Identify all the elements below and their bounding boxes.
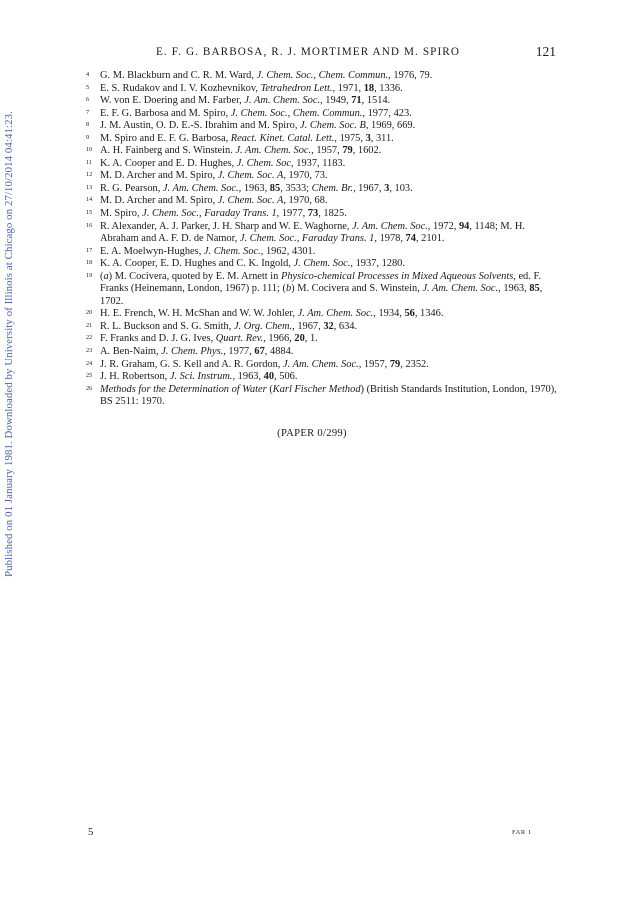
reference-number: 17: [86, 246, 93, 254]
reference-plain-text: A. Ben-Naim,: [100, 346, 162, 358]
reference-item: [86, 271, 560, 309]
reference-plain-text: , 2101.: [415, 233, 445, 245]
reference-plain-text: M. Spiro,: [100, 208, 143, 220]
reference-text: [100, 120, 415, 131]
reference-plain-text: , 1971,: [332, 82, 364, 94]
reference-plain-text: J. H. Robertson,: [100, 371, 170, 383]
reference-plain-text: , 1963,: [498, 283, 530, 295]
reference-text: [100, 384, 557, 408]
reference-text: [100, 271, 542, 307]
reference-item: [86, 359, 560, 372]
reference-plain-text: R. G. Pearson,: [100, 182, 163, 194]
reference-italic-text: J. Am. Chem. Soc.: [282, 358, 359, 370]
reference-plain-text: , 1970, 73.: [283, 170, 328, 182]
reference-plain-text: , 1976, 79.: [388, 70, 433, 81]
reference-italic-text: J. Chem. Soc.: [203, 245, 261, 257]
reference-plain-text: ) M. Cocivera, quoted by E. M. Arnett in: [108, 270, 281, 282]
reference-volume: 3: [365, 132, 371, 144]
reference-number: 19: [86, 271, 93, 279]
reference-plain-text: ) M. Cocivera and S. Winstein,: [291, 283, 423, 295]
footer-journal-code: FAR 1: [512, 829, 532, 836]
reference-item: [86, 333, 560, 346]
reference-italic-text: J. Chem. Soc.: [293, 258, 351, 270]
reference-number: 14: [86, 196, 93, 204]
reference-text: [100, 95, 390, 106]
reference-number: 4: [86, 71, 90, 78]
reference-plain-text: , 1346.: [414, 308, 444, 320]
paper-id: (PAPER 0/299): [277, 428, 347, 439]
reference-plain-text: G. M. Blackburn and C. R. M. Ward,: [100, 70, 257, 81]
reference-number: 26: [86, 384, 93, 392]
reference-item: [86, 70, 560, 83]
reference-number: 23: [86, 347, 93, 355]
reference-number: 12: [86, 171, 93, 179]
reference-item: [86, 183, 560, 196]
reference-text: [100, 170, 328, 181]
reference-plain-text: W. von E. Doering and M. Farber,: [100, 95, 245, 107]
reference-plain-text: , 1970, 68.: [283, 195, 328, 207]
reference-plain-text: M. D. Archer and M. Spiro,: [100, 170, 218, 182]
reference-volume: 79: [342, 145, 353, 157]
reference-plain-text: , 3533;: [280, 182, 312, 194]
reference-item: [86, 108, 560, 121]
reference-text: [100, 321, 357, 332]
reference-volume: 79: [389, 358, 401, 370]
reference-number: 25: [86, 372, 93, 380]
reference-italic-text: J. Chem. Soc. A: [217, 195, 284, 207]
reference-item: [86, 308, 560, 321]
reference-number: 13: [86, 183, 93, 191]
reference-text: [100, 333, 318, 344]
reference-item: [86, 208, 560, 221]
reference-text: [100, 208, 347, 219]
reference-plain-text: , 1972,: [427, 220, 459, 232]
reference-plain-text: M. Spiro and E. F. G. Barbosa,: [100, 132, 231, 144]
reference-italic-text: J. Chem. Soc: [236, 157, 292, 169]
reference-volume: 32: [323, 320, 334, 332]
reference-text: [100, 359, 429, 370]
reference-item: [86, 321, 560, 334]
reference-plain-text: , 1967,: [352, 182, 385, 194]
reference-number: 8: [86, 121, 90, 129]
reference-plain-text: , 1148; M. H. Abraham and A. F. D. de Namor,: [100, 220, 525, 245]
reference-italic-text: J. Am. Chem. Soc.: [352, 220, 428, 232]
reference-italic-text: J. Chem. Soc. B: [300, 120, 366, 132]
reference-plain-text: , 1.: [304, 333, 318, 345]
reference-plain-text: , 1937, 1280.: [350, 258, 405, 270]
reference-italic-text: b: [285, 283, 292, 295]
reference-italic-text: J. Chem. Phys.: [161, 346, 224, 358]
reference-italic-text: J. Chem. Soc., Chem. Commun.: [230, 107, 363, 119]
reference-plain-text: , 1975,: [334, 132, 366, 144]
reference-italic-text: Chem. Br.: [311, 182, 353, 194]
reference-italic-text: Karl Fischer Method: [272, 383, 361, 395]
reference-plain-text: , 1963,: [238, 182, 270, 194]
reference-volume: 3: [384, 182, 390, 194]
reference-italic-text: Physico-chemical Processes in Mixed Aqueous Solvents: [280, 270, 514, 282]
running-head-authors: E. F. G. BARBOSA, R. J. MORTIMER AND M. SPIRO: [156, 46, 461, 58]
reference-item: [86, 384, 560, 409]
reference-italic-text: J. Am. Chem. Soc.: [162, 182, 239, 194]
reference-volume: 18: [363, 82, 375, 94]
reference-volume: 85: [529, 283, 540, 295]
reference-text: [100, 346, 293, 357]
reference-italic-text: J. Am. Chem. Soc.: [244, 95, 321, 107]
reference-text: [100, 221, 525, 245]
reference-volume: 85: [269, 182, 281, 194]
reference-italic-text: J. Chem. Soc., Faraday Trans. 1: [142, 208, 277, 220]
reference-plain-text: , ed. F. Franks (Heinemann, London, 1967) p. 111; (: [100, 270, 541, 295]
reference-item: [86, 145, 560, 158]
reference-italic-text: J. Am. Chem. Soc.: [297, 308, 374, 320]
reference-plain-text: R. L. Buckson and S. G. Smith,: [100, 320, 234, 332]
reference-item: [86, 170, 560, 183]
reference-text: [100, 308, 443, 319]
reference-italic-text: J. Org. Chem.: [233, 320, 293, 332]
reference-item: [86, 95, 560, 108]
reference-plain-text: H. E. French, W. H. McShan and W. W. Johler,: [100, 308, 298, 320]
reference-volume: 73: [307, 208, 319, 220]
reference-italic-text: J. Chem. Soc., Chem. Commun.: [256, 70, 389, 81]
reference-item: [86, 195, 560, 208]
reference-plain-text: , 506.: [274, 371, 298, 383]
reference-plain-text: , 2352.: [400, 358, 429, 370]
reference-plain-text: , 103.: [389, 182, 413, 194]
reference-item: [86, 346, 560, 359]
reference-plain-text: K. A. Cooper and E. D. Hughes,: [100, 157, 237, 169]
reference-plain-text: , 1967,: [292, 320, 324, 332]
reference-volume: 56: [404, 308, 415, 320]
reference-italic-text: J. Am. Chem. Soc.: [422, 283, 499, 295]
reference-plain-text: (: [266, 383, 273, 395]
reference-item: [86, 83, 560, 96]
reference-italic-text: J. Am. Chem. Soc.: [235, 145, 312, 157]
reference-italic-text: J. Sci. Instrum.: [169, 371, 233, 383]
reference-plain-text: , 1957,: [358, 358, 390, 370]
reference-plain-text: , 1336.: [374, 82, 403, 94]
reference-plain-text: E. S. Rudakov and I. V. Kozhevnikov,: [100, 82, 261, 94]
reference-plain-text: , 1702.: [100, 283, 543, 307]
reference-plain-text: K. A. Cooper, E. D. Hughes and C. K. Ingold,: [100, 258, 294, 270]
reference-italic-text: J. Chem. Soc., Faraday Trans. 1: [239, 233, 375, 245]
reference-number: 16: [86, 221, 93, 229]
reference-item: [86, 133, 560, 146]
reference-italic-text: J. Chem. Soc. A: [217, 170, 284, 182]
reference-plain-text: , 1962, 4301.: [260, 245, 316, 257]
reference-list: [86, 70, 560, 409]
reference-volume: 40: [263, 371, 275, 383]
reference-item: [86, 120, 560, 133]
reference-plain-text: , 311.: [370, 132, 394, 144]
reference-plain-text: , 1514.: [361, 95, 391, 107]
running-header: [88, 46, 556, 62]
reference-plain-text: , 1937, 1183.: [291, 157, 346, 169]
reference-plain-text: , 1966,: [263, 333, 295, 345]
reference-text: [100, 83, 403, 94]
reference-volume: 94: [458, 220, 470, 232]
reference-plain-text: , 1969, 669.: [365, 120, 416, 132]
footer-signature-number: 5: [88, 827, 94, 838]
reference-plain-text: A. H. Fainberg and S. Winstein.: [100, 145, 236, 157]
reference-italic-text: Tetrahedron Lett.: [260, 82, 333, 94]
reference-italic-text: Methods for the Determination of Water: [100, 383, 267, 395]
reference-number: 22: [86, 334, 93, 342]
reference-plain-text: E. F. G. Barbosa and M. Spiro,: [100, 107, 231, 119]
reference-plain-text: E. A. Moelwyn-Hughes,: [100, 245, 204, 257]
reference-italic-text: Quart. Rev.: [215, 333, 264, 345]
reference-volume: 67: [254, 346, 265, 358]
reference-plain-text: F. Franks and D. J. G. Ives,: [100, 333, 216, 345]
reference-italic-text: a: [103, 270, 109, 282]
reference-plain-text: R. Alexander, A. J. Parker, J. H. Sharp and W. E. Waghorne,: [100, 220, 353, 232]
reference-plain-text: , 1977,: [276, 208, 308, 220]
reference-number: 15: [86, 209, 93, 217]
download-watermark[interactable]: Published on 01 January 1981. Downloaded by University of Illinois at Chicago on 27/10/2014 04:41:23.: [3, 111, 15, 577]
reference-item: [86, 258, 560, 271]
reference-item: [86, 371, 560, 384]
reference-number: 9: [86, 133, 90, 141]
reference-volume: 71: [351, 95, 362, 107]
reference-number: 18: [86, 259, 93, 267]
reference-plain-text: , 1977, 423.: [362, 107, 412, 119]
reference-plain-text: , 634.: [333, 320, 358, 332]
reference-text: [100, 133, 394, 144]
reference-item: [86, 221, 560, 246]
reference-plain-text: , 1949,: [320, 95, 352, 107]
reference-plain-text: , 4884.: [264, 346, 294, 358]
reference-number: 10: [86, 146, 93, 154]
reference-plain-text: M. D. Archer and M. Spiro,: [100, 195, 218, 207]
reference-text: [100, 70, 432, 81]
reference-text: [100, 108, 412, 119]
reference-plain-text: , 1602.: [352, 145, 382, 157]
reference-plain-text: , 1957,: [311, 145, 343, 157]
reference-volume: 74: [405, 233, 416, 245]
reference-text: [100, 183, 413, 194]
reference-plain-text: , 1978,: [374, 233, 406, 245]
reference-number: 5: [86, 83, 90, 91]
reference-plain-text: , 1977,: [223, 346, 255, 358]
reference-text: [100, 371, 297, 382]
reference-text: [100, 246, 315, 257]
reference-italic-text: React. Kinet. Catal. Lett.: [230, 132, 335, 144]
reference-number: 11: [86, 158, 92, 166]
reference-number: 6: [86, 96, 90, 104]
reference-plain-text: , 1963,: [232, 371, 264, 383]
reference-text: [100, 145, 381, 156]
reference-plain-text: ) (British Standards Institution, London, 1970), BS 2511: 1970.: [100, 383, 557, 408]
reference-plain-text: J. R. Graham, G. S. Kell and A. R. Gordon,: [100, 358, 283, 370]
reference-number: 7: [86, 108, 90, 116]
reference-plain-text: , 1825.: [318, 208, 347, 220]
reference-text: [100, 195, 328, 206]
reference-text: [100, 158, 345, 169]
reference-plain-text: (: [100, 270, 104, 282]
reference-number: 24: [86, 359, 93, 367]
page-number: 121: [535, 44, 556, 59]
reference-number: 21: [86, 321, 93, 329]
reference-plain-text: J. M. Austin, O. D. E.-S. Ibrahim and M. Spiro,: [100, 120, 301, 132]
reference-item: [86, 158, 560, 171]
reference-item: [86, 246, 560, 259]
reference-plain-text: , 1934,: [373, 308, 405, 320]
reference-text: [100, 258, 405, 269]
reference-volume: 20: [294, 333, 305, 345]
reference-number: 20: [86, 309, 93, 317]
